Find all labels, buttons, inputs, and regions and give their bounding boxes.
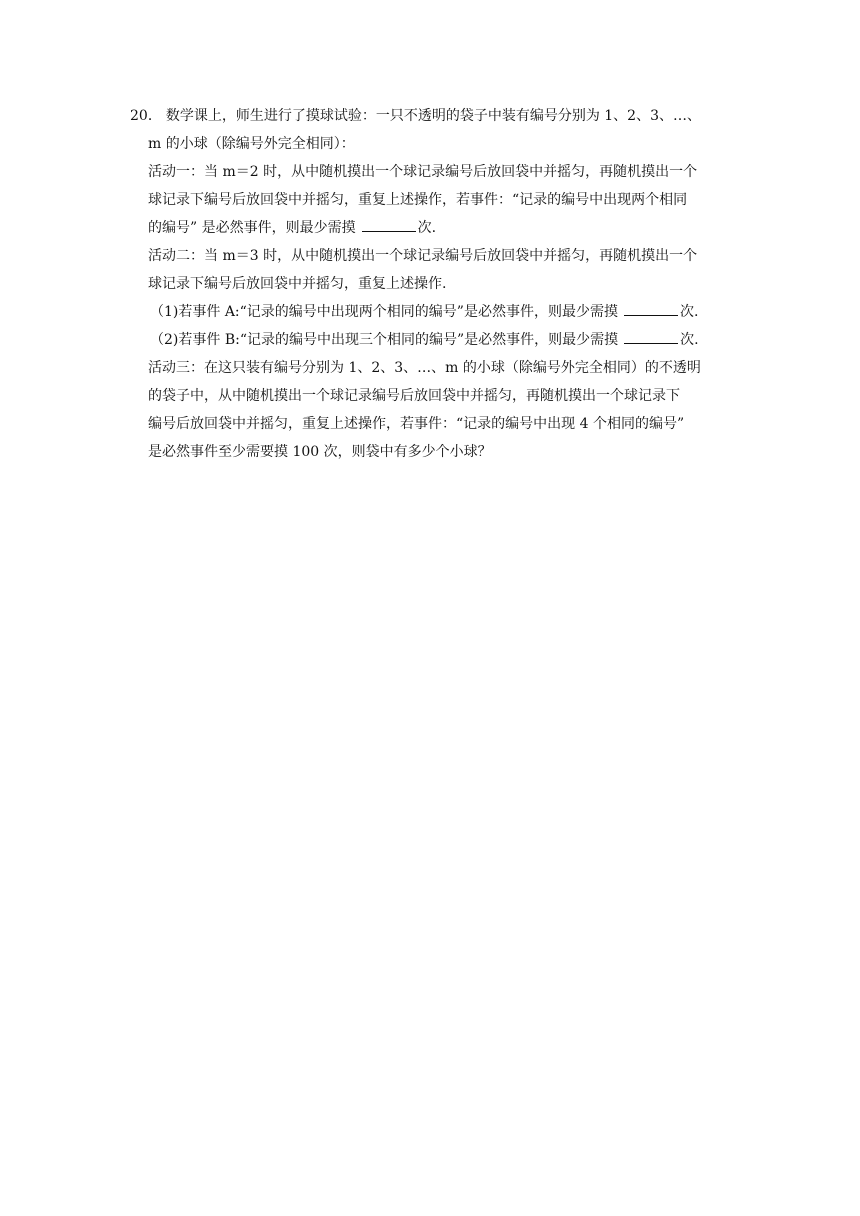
question-2-suffix: 次.	[680, 332, 699, 348]
activity3-line-4: 是必然事件至少需要摸 100 次，则袋中有多少个小球？	[148, 444, 492, 460]
activity1-line-2: 球记录下编号后放回袋中并摇匀，重复上述操作，若事件：“记录的编号中出现两个相同	[148, 192, 688, 208]
activity2-question-1	[130, 298, 740, 326]
activity2-line-1: 活动二：当 m＝3 时，从中随机摸出一个球记录编号后放回袋中并摇匀，再随机摸出一个	[148, 248, 698, 264]
problem-20	[130, 102, 740, 466]
activity2-line-2: 球记录下编号后放回袋中并摇匀，重复上述操作.	[148, 276, 447, 292]
activity2-question-2	[130, 326, 740, 354]
activity1-line-3	[130, 214, 740, 242]
activity1-line-3-suffix: 次.	[417, 220, 437, 236]
activity1-line-1: 活动一：当 m＝2 时，从中随机摸出一个球记录编号后放回袋中并摇匀，再随机摸出一个	[148, 164, 698, 180]
answer-blank-3[interactable]	[624, 327, 678, 344]
intro-line-1	[130, 102, 740, 130]
question-1-suffix: 次.	[679, 304, 699, 320]
activity3-line-3: 编号后放回袋中并摇匀，重复上述操作，若事件：“记录的编号中出现 4 个相同的编号”	[148, 416, 685, 432]
intro-text-1: 数学课上，师生进行了摸球试验：一只不透明的袋子中装有编号分别为 1、2、3、…、	[165, 108, 701, 124]
question-2-text: （2)若事件 B:“记录的编号中出现三个相同的编号”是必然事件，则最少需摸	[150, 332, 619, 348]
answer-blank-2[interactable]	[624, 299, 678, 316]
problem-number: 20．	[130, 108, 162, 124]
activity1-line-3-text: 的编号” 是必然事件，则最少需摸	[148, 220, 356, 236]
question-1-text: （1)若事件 A:“记录的编号中出现两个相同的编号”是必然事件，则最少需摸	[150, 304, 618, 320]
activity3-line-1: 活动三：在这只装有编号分别为 1、2、3、…、m 的小球（除编号外完全相同）的不透明	[148, 360, 701, 376]
activity3-line-2: 的袋子中，从中随机摸出一个球记录编号后放回袋中并摇匀，再随机摸出一个球记录下	[148, 388, 680, 404]
answer-blank-1[interactable]	[362, 215, 416, 232]
intro-line-2: m 的小球（除编号外完全相同）：	[148, 136, 355, 152]
